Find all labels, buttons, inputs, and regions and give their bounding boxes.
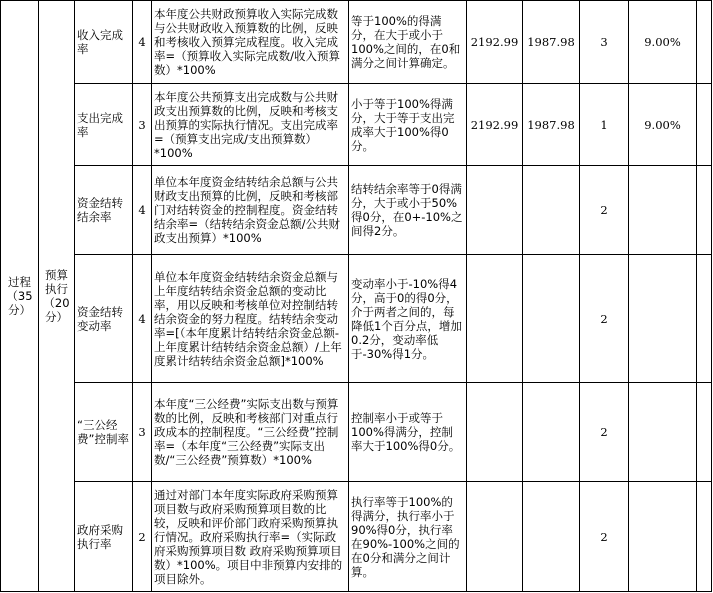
scoring-criteria: 等于100%的得满分，在大于或小于100%之间的，在0和满分之间计算确定。 [349,1,467,84]
table-row [1,383,712,482]
empty-cell [697,1,712,84]
actual-value [523,166,580,255]
weight-value: 3 [133,383,152,482]
empty-cell [697,383,712,482]
budget-value: 2192.99 [467,84,523,166]
budget-value [467,255,523,383]
weight-value: 4 [133,255,152,383]
level1-category: 过程（35分） [1,1,39,592]
weight-value: 4 [133,1,152,84]
score-value: 3 [580,1,629,84]
actual-value [523,383,580,482]
scoring-criteria: 结转结余率等于0得满分，大于或小于50%得0分，在0+-10%之间得2分。 [349,166,467,255]
actual-value [523,482,580,592]
indicator-description: 本年度公共财政预算收入实际完成数与公共财政收入预算数的比例，反映和考核收入预算完成程度。收入完成率=（预算收入实际完成数/收入预算数）*100% [152,1,349,84]
table-row [1,482,712,592]
score-value: 1 [580,84,629,166]
indicator-name: 资金结转变动率 [75,255,133,383]
indicator-description: 本年度“三公经费”实际支出数与预算数的比例，反映和考核部门对重点行政成本的控制程度。“三公经费”控制率=（本年度“三公经费”实际支出数/“三公经费”预算数）*100% [152,383,349,482]
table-row [1,166,712,255]
empty-cell [697,84,712,166]
rate-value: 9.00% [629,84,697,166]
actual-value [523,255,580,383]
indicator-name: 政府采购执行率 [75,482,133,592]
actual-value: 1987.98 [523,84,580,166]
weight-value: 2 [133,482,152,592]
empty-cell [697,166,712,255]
table-row [1,1,712,84]
rate-value [629,166,697,255]
score-value: 2 [580,482,629,592]
scoring-criteria: 变动率小于-10%得4分，高于0的得0分，介于两者之间的，每降低1个百分点，增加0.2分，变动率低于-30%得1分。 [349,255,467,383]
rate-value: 9.00% [629,1,697,84]
budget-value: 2192.99 [467,1,523,84]
budget-value [467,383,523,482]
empty-cell [697,255,712,383]
weight-value: 4 [133,166,152,255]
table-row [1,84,712,166]
budget-value [467,482,523,592]
indicator-description: 单位本年度资金结转结余总额与公共财政支出预算的比例，反映和考核部门对结转资金的控制程度。资金结转结余率=（结转结余资金总额/公共财政支出预算）*100% [152,166,349,255]
indicator-description: 本年度公共预算支出完成数与公共财政支出预算数的比例，反映和考核支出预算的实际执行情况。支出完成率=（预算支出完成/支出预算数）*100% [152,84,349,166]
rate-value [629,383,697,482]
empty-cell [697,482,712,592]
indicator-name: 资金结转结余率 [75,166,133,255]
table-row [1,255,712,383]
score-value: 2 [580,255,629,383]
indicator-name: 支出完成率 [75,84,133,166]
rate-value [629,482,697,592]
score-value: 2 [580,166,629,255]
scoring-criteria: 执行率等于100%的得满分，执行率小于90%得0分，执行率在90%-100%之间的在0分和满分之间计算。 [349,482,467,592]
actual-value: 1987.98 [523,1,580,84]
indicator-description: 通过对部门本年度实际政府采购预算项目数与政府采购预算项目数的比较，反映和评价部门政府采购预算执行情况。政府采购执行率=（实际政府采购预算项目数 政府采购预算项目数）*100%。项目中非预算内安排的项目除外。 [152,482,349,592]
score-value: 2 [580,383,629,482]
indicator-name: 收入完成率 [75,1,133,84]
rate-value [629,255,697,383]
indicator-name: “三公经费”控制率 [75,383,133,482]
level2-category: 预算执行（20分） [39,1,75,592]
budget-value [467,166,523,255]
indicator-description: 单位本年度资金结转结余资金总额与上年度结转结余资金总额的变动比率，用以反映和考核单位对控制结转结余资金的努力程度。结转结余变动率=[（本年度累计结转结余资金总额-上年度累计结转结余资金总额）/上年度累计结转结余资金总额]*100% [152,255,349,383]
weight-value: 3 [133,84,152,166]
scoring-criteria: 控制率小于或等于100%得满分，控制率大于100%得0分。 [349,383,467,482]
scoring-criteria: 小于等于100%得满分，大于等于支出完成率大于100%得0分。 [349,84,467,166]
